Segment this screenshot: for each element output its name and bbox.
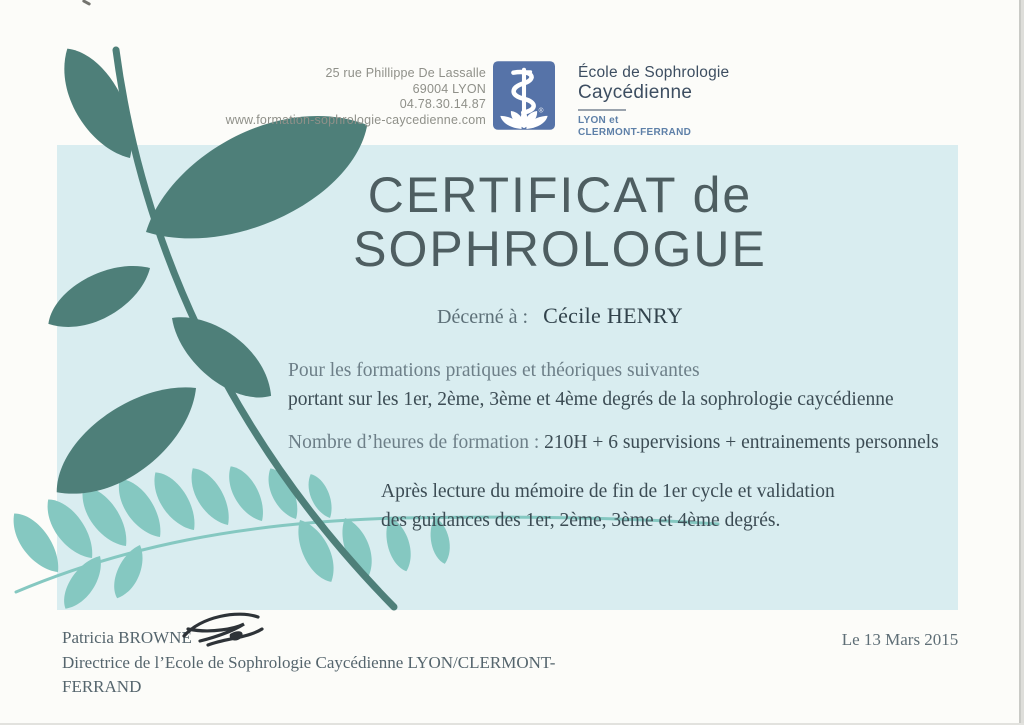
- school-wordmark: [578, 64, 729, 139]
- awarded-line: [160, 303, 960, 329]
- address-website: www.formation-sophrologie-caycedienne.com: [225, 112, 486, 127]
- validation-paragraph: [381, 477, 861, 535]
- signature-icon: [178, 608, 268, 652]
- school-logo: [493, 61, 555, 135]
- caduceus-logo-icon: [493, 61, 555, 130]
- awarded-label: Décerné à :: [437, 306, 529, 328]
- validation-line1: Après lecture du mémoire de fin de 1er cycle et validation: [381, 481, 835, 502]
- scan-edge-line: [1019, 0, 1021, 725]
- signer-name: Patricia BROWNE: [62, 628, 192, 647]
- hours-line: [288, 428, 968, 457]
- intro-paragraph: [288, 356, 948, 414]
- hours-label: Nombre d’heures de formation :: [288, 432, 540, 453]
- validation-line2: des guidances des 1er, 2ème, 3ème et 4ème degrés.: [381, 510, 781, 531]
- signer-title-line1: Directrice de l’Ecole de Sophrologie Caycédienne LYON/CLERMONT-: [62, 652, 556, 672]
- address-line: 69004 LYON: [412, 81, 486, 96]
- issue-date: Le 13 Mars 2015: [841, 630, 959, 649]
- certificate-title-line2: SOPHROLOGUE: [353, 221, 767, 277]
- certificate-title: [160, 168, 960, 276]
- school-name-line2: Caycédienne: [578, 82, 693, 103]
- school-address-block: [150, 66, 486, 128]
- signer-title-line2: FERRAND: [62, 677, 142, 696]
- school-cities-line2: CLERMONT-FERRAND: [578, 127, 692, 138]
- school-cities-line1: LYON et: [578, 115, 619, 126]
- certificate-title-line1: CERTIFICAT de: [367, 167, 753, 223]
- signer-block: [62, 626, 555, 700]
- intro-line2: portant sur les 1er, 2ème, 3ème et 4ème degrés de la sophrologie caycédienne: [288, 389, 894, 410]
- address-line: 25 rue Phillippe De Lassalle: [325, 66, 486, 80]
- svg-text:®: ®: [538, 107, 544, 115]
- recipient-name: Cécile HENRY: [543, 303, 683, 328]
- school-name-line1: École de Sophrologie: [578, 64, 730, 81]
- hours-value: 210H + 6 supervisions + entrainements personnels: [544, 432, 939, 453]
- wordmark-divider: [578, 109, 626, 111]
- intro-line1: Pour les formations pratiques et théoriques suivantes: [288, 360, 700, 381]
- address-line: 04.78.30.14.87: [399, 97, 486, 111]
